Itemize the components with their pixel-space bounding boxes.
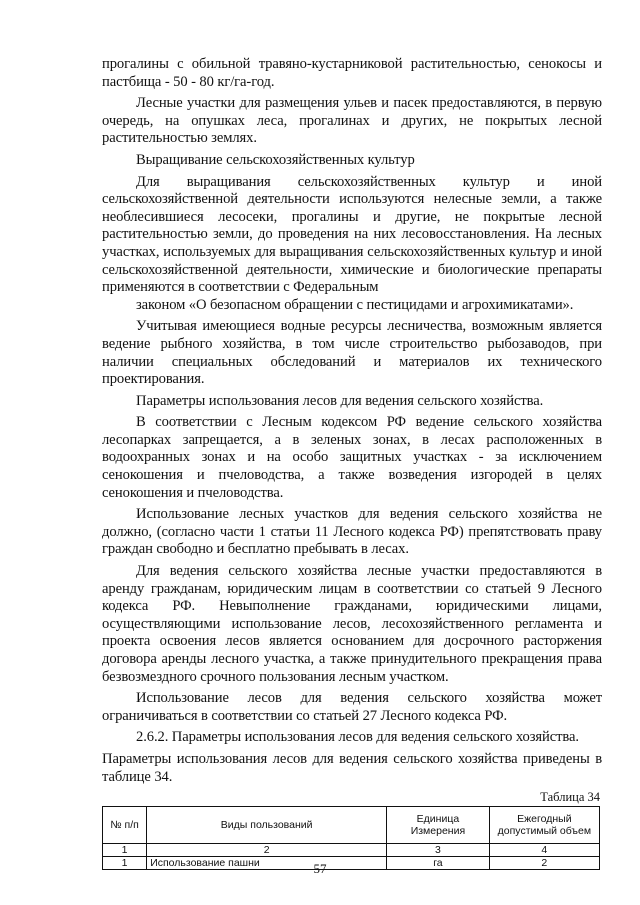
paragraph-11: Использование лесов для ведения сельского хозяйства может ограничиваться в соответствии со статьей 27 Лесного кодекса РФ. xyxy=(102,690,602,724)
table-cell: 4 xyxy=(489,844,599,857)
table-header-row xyxy=(103,807,600,844)
table-numbering-row xyxy=(103,844,600,857)
header-kind: Виды пользований xyxy=(147,807,387,844)
paragraph-1: прогалины с обильной травяно-кустарниковой растительностью, сенокосы и пастбища - 50 - 80 кг/га-год. xyxy=(102,56,602,90)
table-cell: 2 xyxy=(147,844,387,857)
table-cell: 3 xyxy=(387,844,490,857)
section-heading-2-6-2: 2.6.2. Параметры использования лесов для ведения сельского хозяйства. xyxy=(136,729,579,746)
page-number: 57 xyxy=(313,861,327,876)
paragraph-5: законом «О безопасном обращении с пестицидами и агрохимикатами». xyxy=(136,296,574,313)
paragraph-2: Лесные участки для размещения ульев и пасек предоставляются, в первую очередь, на опушках леса, прогалинах и других, не покрытых лесной растительностью землях. xyxy=(102,95,602,147)
header-num: № п/п xyxy=(103,807,147,844)
table-cell: га xyxy=(387,857,490,870)
paragraph-4: Для выращивания сельскохозяйственных культур и иной сельскохозяйственной деятельности используются нелесные земли, а также необлесившиеся лесосеки, прогалины и другие, не покрытые лесной растительностью земли, до проведения на них лесовосстановления. На лесных участках, используемых для выращивания сельскохозяйственных культур и иной сельскохозяйственной деятельности, химические и биологические препараты применяются в соответствии с Федеральным xyxy=(102,173,602,296)
paragraph-8: В соответствии с Лесным кодексом РФ ведение сельского хозяйства лесопарках запрещается, а в зеленых зонах, в лесах расположенных в водоохранных зонах и на особо защитных участках - за исключением сенокошения и пчеловодства, а также возведения изгородей в целях сенокошения и пчеловодства. xyxy=(102,414,602,501)
table-cell: 2 xyxy=(489,857,599,870)
header-volume: Ежегодный допустимый объем xyxy=(489,807,599,844)
table-cell: Использование пашни xyxy=(147,857,387,870)
header-unit: Единица Измерения xyxy=(387,807,490,844)
subheading-crops: Выращивание сельскохозяйственных культур xyxy=(136,151,415,168)
document-page xyxy=(102,56,602,870)
paragraph-6: Учитывая имеющиеся водные ресурсы лесничества, возможным является ведение рыбного хозяйства, в том числе строительство рыбозаводов, при наличии специальных обследований и материалов их технического проектирования. xyxy=(102,318,602,388)
table-cell: 1 xyxy=(103,844,147,857)
table-caption: Таблица 34 xyxy=(540,790,600,805)
paragraph-13: Параметры использования лесов для ведения сельского хозяйства приведены в таблице 34. xyxy=(102,750,602,785)
table-cell: 1 xyxy=(103,857,147,870)
paragraph-10: Для ведения сельского хозяйства лесные участки предоставляются в аренду гражданам, юридическим лицам в соответствии со статьей 9 Лесного кодекса РФ. Невыполнение гражданами, юридическими лицами, осуществляющими использование лесов, лесохозяйственного регламента и проекта освоения лесов является основанием для досрочного расторжения договора аренды лесного участка, а также принудительного прекращения права безвозмездного срочного пользования лесным участком. xyxy=(102,563,602,685)
paragraph-9: Использование лесных участков для ведения сельского хозяйства не должно, (согласно части 1 статьи 11 Лесного кодекса РФ) препятствовать праву граждан свободно и бесплатно пребывать в лесах. xyxy=(102,506,602,558)
subheading-parameters: Параметры использования лесов для ведения сельского хозяйства. xyxy=(136,392,544,409)
